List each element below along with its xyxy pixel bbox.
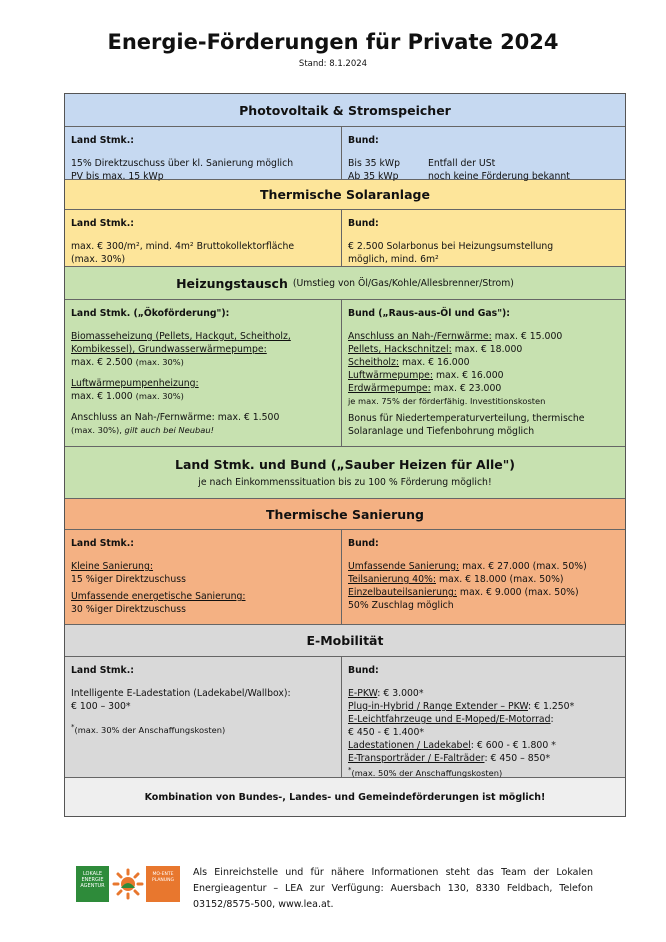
sanierung-b4: 50% Zuschlag möglich xyxy=(348,600,454,611)
heizung-row xyxy=(65,300,625,447)
heizung-bund-cell xyxy=(342,300,625,446)
pv-land-line2: PV bis max. 15 kWp xyxy=(71,171,164,182)
heizung-b2-label: Pellets, Hackschnitzel: xyxy=(348,344,452,355)
emob-b5-label: Ladestationen / Ladekabel xyxy=(348,740,471,751)
pv-bund-cell xyxy=(342,127,625,182)
pv-header xyxy=(65,94,625,127)
page-title: Energie-Förderungen für Private 2024 xyxy=(107,30,559,54)
pv-header-text: Photovoltaik & Stromspeicher xyxy=(239,102,451,118)
emob-l2: € 100 – 300* xyxy=(71,701,131,712)
heizung-bio-value: max. € 2.500 xyxy=(71,357,133,368)
heizung-lwp-label: Luftwärmepumpenheizung: xyxy=(71,378,199,389)
heizung-b1-value: max. € 15.000 xyxy=(491,331,563,342)
heizung-bio-pct: (max. 30%) xyxy=(135,357,184,367)
kombi-text: Kombination von Bundes-, Landes- und Gemeindeförderungen ist möglich! xyxy=(144,791,546,803)
heizung-lwp-value: max. € 1.000 xyxy=(71,391,133,402)
emob-l3: (max. 30% der Anschaffungskosten) xyxy=(74,724,226,735)
sanierung-bund-label: Bund: xyxy=(348,538,379,549)
solar-land-cell xyxy=(65,210,342,266)
emob-b5-value: : € 600 - € 1.800 * xyxy=(470,740,556,751)
sanierung-row xyxy=(65,530,625,625)
stand-date: Stand: 8.1.2024 xyxy=(298,59,368,69)
heizung-b2-value: max. € 18.000 xyxy=(451,344,523,355)
solar-bund-cell xyxy=(342,210,625,266)
solar-header xyxy=(65,180,625,210)
emob-header xyxy=(65,625,625,657)
sanierung-l1-label: Kleine Sanierung: xyxy=(71,561,153,572)
sanierung-b3-label: Einzelbauteilsanierung: xyxy=(348,587,457,598)
pv-land-label: Land Stmk.: xyxy=(71,135,134,146)
solar-bund-label: Bund: xyxy=(348,218,379,229)
solar-row xyxy=(65,210,625,267)
heizung-land-cell xyxy=(65,300,342,446)
lea-logo-text: LOKALE ENERGIE AGENTUR xyxy=(80,871,105,889)
solar-bund-line1: € 2.500 Solarbonus bei Heizungsumstellung xyxy=(348,241,554,252)
emob-header-text: E-Mobilität xyxy=(306,633,384,648)
heizung-b6: je max. 75% der förderfähig. Investitionskosten xyxy=(348,396,546,406)
sanierung-header xyxy=(65,499,625,530)
heizung-bund-label: Bund („Raus-aus-Öl und Gas"): xyxy=(348,308,511,319)
emob-b4: € 450 - € 1.400* xyxy=(348,727,425,738)
heizung-bio-line2: Kombikessel), Grundwasserwärmepumpe: xyxy=(71,344,267,355)
partner-logo-text: MO-ENTE PLANUNG xyxy=(152,872,174,883)
sun-logo xyxy=(112,868,144,900)
sanierung-l2-label: Umfassende energetische Sanierung: xyxy=(71,591,246,602)
heizung-nah-line1: Anschluss an Nah-/Fernwärme: max. € 1.500 xyxy=(71,412,280,423)
solar-bund-line2: möglich, mind. 6m² xyxy=(348,254,439,265)
sanierung-bund-cell xyxy=(342,530,625,624)
sanierung-land-cell xyxy=(65,530,342,624)
emob-b7-star: * xyxy=(348,766,352,774)
sanierung-b2-value: max. € 18.000 (max. 50%) xyxy=(435,574,564,585)
solar-header-text: Thermische Solaranlage xyxy=(260,187,430,202)
footer-text: Als Einreichstelle und für nähere Informationen steht das Team der Lokalen Energieagentur – LEA zur Verfügung: Auersbach 130, 8330 Feldbach, Telefon 03152/8575-500, www.lea.at. xyxy=(193,867,593,910)
heizung-b1-label: Anschluss an Nah-/Fernwärme: xyxy=(348,331,492,342)
emob-l3-star: * xyxy=(71,723,75,731)
sanierung-b3-value: max. € 9.000 (max. 50%) xyxy=(456,587,579,598)
heizung-header-sub: (Umstieg von Öl/Gas/Kohle/Allesbrenner/Strom) xyxy=(292,277,514,289)
pv-bund-r1-val: Entfall der USt xyxy=(428,158,496,169)
heizung-b3-label: Scheitholz: xyxy=(348,357,400,368)
sanierung-b1-value: max. € 27.000 (max. 50%) xyxy=(459,561,587,572)
solar-land-label: Land Stmk.: xyxy=(71,218,134,229)
heizung-b5-value: max. € 23.000 xyxy=(430,383,502,394)
emob-b1-label: E-PKW xyxy=(348,688,378,699)
emob-row xyxy=(65,657,625,778)
pv-bund-r1-key: Bis 35 kWp xyxy=(348,158,401,169)
partner-logo xyxy=(146,866,180,902)
sanierung-b1-label: Umfassende Sanierung: xyxy=(348,561,460,572)
emob-bund-label: Bund: xyxy=(348,665,379,676)
heizung-b3-value: max. € 16.000 xyxy=(399,357,470,368)
pv-bund-r2-val: noch keine Förderung bekannt xyxy=(428,171,570,182)
emob-b2-value: : € 1.250* xyxy=(528,701,575,712)
heizung-header-text: Heizungstausch xyxy=(176,275,288,291)
sauber-row xyxy=(65,447,625,499)
emob-land-label: Land Stmk.: xyxy=(71,665,134,676)
pv-row xyxy=(65,127,625,180)
pv-bund-r2-key: Ab 35 kWp xyxy=(348,171,399,182)
emob-l1: Intelligente E-Ladestation (Ladekabel/Wallbox): xyxy=(71,688,291,699)
emob-b6-label: E-Transporträder / E-Falträder xyxy=(348,753,485,764)
heizung-land-label: Land Stmk. („Ökoförderung"): xyxy=(71,308,230,319)
lea-logo xyxy=(76,866,109,902)
sauber-header: Land Stmk. und Bund („Sauber Heizen für Alle") xyxy=(175,457,515,472)
solar-land-line1: max. € 300/m², mind. 4m² Bruttokollektorfläche xyxy=(71,241,295,252)
solar-land-line2: (max. 30%) xyxy=(71,254,126,265)
sanierung-l1-value: 15 %iger Direktzuschuss xyxy=(71,574,186,585)
heizung-nah-note: gilt auch bei Neubau! xyxy=(124,425,214,435)
sanierung-l2-value: 30 %iger Direktzuschuss xyxy=(71,604,186,615)
heizung-b4-label: Luftwärmepumpe: xyxy=(348,370,434,381)
kombi-row xyxy=(65,778,625,816)
emob-b6-value: : € 450 – 850* xyxy=(484,753,551,764)
footer-logos xyxy=(76,866,180,902)
heizung-b7-line2: Solaranlage und Tiefenbohrung möglich xyxy=(348,426,535,437)
pv-bund-label: Bund: xyxy=(348,135,379,146)
pv-land-line1: 15% Direktzuschuss über kl. Sanierung möglich xyxy=(71,158,294,169)
sanierung-land-label: Land Stmk.: xyxy=(71,538,134,549)
sanierung-header-text: Thermische Sanierung xyxy=(266,506,424,522)
emob-b3-value: : xyxy=(550,714,554,725)
heizung-b5-label: Erdwärmepumpe: xyxy=(348,383,431,394)
emob-land-cell xyxy=(65,657,342,777)
heizung-header xyxy=(65,267,625,300)
sanierung-b2-label: Teilsanierung 40%: xyxy=(348,574,436,585)
emob-b7: (max. 50% der Anschaffungskosten) xyxy=(351,767,503,778)
heizung-b4-value: max. € 16.000 xyxy=(433,370,504,381)
emob-b1-value: : € 3.000* xyxy=(377,688,424,699)
pv-land-cell xyxy=(65,127,342,182)
heizung-bio-line1: Biomasseheizung (Pellets, Hackgut, Scheitholz, xyxy=(71,331,291,342)
sauber-sub: je nach Einkommenssituation bis zu 100 % Förderung möglich! xyxy=(198,477,492,488)
heizung-b7-line1: Bonus für Niedertemperaturverteilung, thermische xyxy=(348,413,585,424)
emob-bund-cell xyxy=(342,657,625,777)
heizung-lwp-pct: (max. 30%) xyxy=(135,391,184,401)
heizung-nah-pct: (max. 30%), xyxy=(71,425,122,435)
funding-table xyxy=(64,93,626,817)
emob-b3-label: E-Leichtfahrzeuge und E-Moped/E-Motorrad xyxy=(348,714,551,725)
emob-b2-label: Plug-in-Hybrid / Range Extender – PKW xyxy=(348,701,528,712)
